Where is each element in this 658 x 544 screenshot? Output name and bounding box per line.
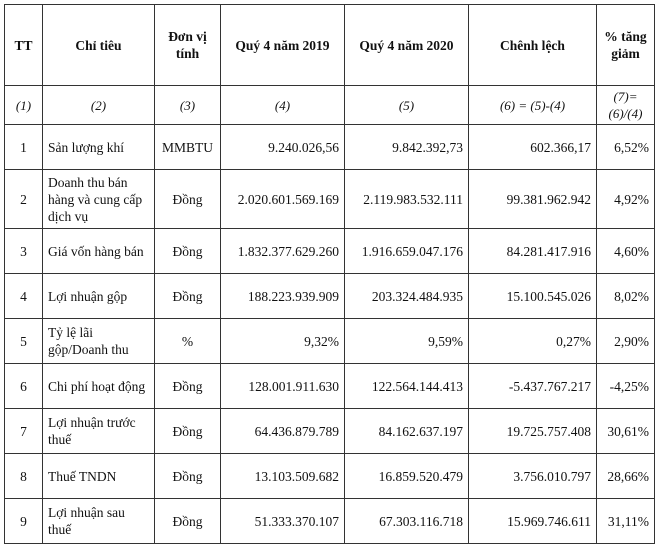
row-pct: 28,66% xyxy=(597,454,655,499)
row-tt: 1 xyxy=(5,125,43,170)
row-label-line: Lợi nhuận sau xyxy=(48,505,125,520)
row-chenh-lech: 602.366,17 xyxy=(469,125,597,170)
row-q4-2019: 51.333.370.107 xyxy=(221,499,345,544)
header-chi-tieu: Chỉ tiêu xyxy=(43,5,155,86)
row-unit: % xyxy=(155,319,221,364)
index-cell: (5) xyxy=(345,86,469,125)
row-q4-2019: 9,32% xyxy=(221,319,345,364)
header-chenh-lech: Chênh lệch xyxy=(469,5,597,86)
row-q4-2019: 13.103.509.682 xyxy=(221,454,345,499)
row-q4-2020: 203.324.484.935 xyxy=(345,274,469,319)
row-q4-2019: 128.001.911.630 xyxy=(221,364,345,409)
row-q4-2020: 9.842.392,73 xyxy=(345,125,469,170)
row-pct: 31,11% xyxy=(597,499,655,544)
row-pct: 4,92% xyxy=(597,170,655,229)
row-tt: 3 xyxy=(5,229,43,274)
row-pct: 8,02% xyxy=(597,274,655,319)
header-q4-2020: Quý 4 năm 2020 xyxy=(345,5,469,86)
row-q4-2019: 64.436.879.789 xyxy=(221,409,345,454)
row-label xyxy=(43,229,155,274)
row-chenh-lech: 15.100.545.026 xyxy=(469,274,597,319)
row-pct: 30,61% xyxy=(597,409,655,454)
header-tang-giam-line1: % tăng xyxy=(604,29,647,44)
row-label-line: dịch vụ xyxy=(48,208,89,224)
row-unit: MMBTU xyxy=(155,125,221,170)
row-label xyxy=(43,170,155,229)
row-tt: 6 xyxy=(5,364,43,409)
row-label-line: gộp/Doanh thu xyxy=(48,342,129,357)
row-q4-2020: 2.119.983.532.111 xyxy=(345,170,469,229)
row-tt: 8 xyxy=(5,454,43,499)
table-row xyxy=(5,229,655,274)
row-q4-2020: 9,59% xyxy=(345,319,469,364)
row-label xyxy=(43,319,155,364)
table-row xyxy=(5,125,655,170)
row-tt: 2 xyxy=(5,170,43,229)
index-cell: (3) xyxy=(155,86,221,125)
row-label-line: Lợi nhuận trước xyxy=(48,415,136,430)
row-label-line: Doanh thu bán xyxy=(48,174,128,190)
row-tt: 4 xyxy=(5,274,43,319)
row-label xyxy=(43,409,155,454)
row-pct: 6,52% xyxy=(597,125,655,170)
row-q4-2019: 9.240.026,56 xyxy=(221,125,345,170)
table-row xyxy=(5,454,655,499)
row-q4-2020: 67.303.116.718 xyxy=(345,499,469,544)
row-pct: 4,60% xyxy=(597,229,655,274)
header-q4-2019: Quý 4 năm 2019 xyxy=(221,5,345,86)
row-chenh-lech: 15.969.746.611 xyxy=(469,499,597,544)
row-label-line: Tỷ lệ lãi xyxy=(48,325,93,340)
financial-comparison-table xyxy=(4,4,655,544)
row-q4-2019: 188.223.939.909 xyxy=(221,274,345,319)
row-unit: Đồng xyxy=(155,409,221,454)
index-cell: (4) xyxy=(221,86,345,125)
table-row xyxy=(5,274,655,319)
row-label-line: Sản lượng khí xyxy=(48,139,124,155)
row-q4-2019: 1.832.377.629.260 xyxy=(221,229,345,274)
row-pct: -4,25% xyxy=(597,364,655,409)
row-label-line: Thuế TNDN xyxy=(48,468,117,484)
table-row xyxy=(5,364,655,409)
row-unit: Đồng xyxy=(155,229,221,274)
row-chenh-lech: 0,27% xyxy=(469,319,597,364)
row-q4-2020: 84.162.637.197 xyxy=(345,409,469,454)
header-tt: TT xyxy=(5,5,43,86)
index-row xyxy=(5,86,655,125)
row-unit: Đồng xyxy=(155,274,221,319)
table-row xyxy=(5,319,655,364)
row-chenh-lech: 84.281.417.916 xyxy=(469,229,597,274)
header-row xyxy=(5,5,655,86)
table-row xyxy=(5,170,655,229)
row-unit: Đồng xyxy=(155,454,221,499)
row-label xyxy=(43,125,155,170)
row-label-line: hàng và cung cấp xyxy=(48,191,143,207)
index-cell: (1) xyxy=(5,86,43,125)
row-pct: 2,90% xyxy=(597,319,655,364)
row-unit: Đồng xyxy=(155,170,221,229)
row-q4-2019: 2.020.601.569.169 xyxy=(221,170,345,229)
row-label-line: Chi phí hoạt động xyxy=(48,378,146,394)
row-label xyxy=(43,364,155,409)
report-table-container xyxy=(4,4,655,544)
index-cell: (7)=(6)/(4) xyxy=(597,86,655,125)
row-q4-2020: 122.564.144.413 xyxy=(345,364,469,409)
index-cell: (6) = (5)-(4) xyxy=(469,86,597,125)
row-q4-2020: 1.916.659.047.176 xyxy=(345,229,469,274)
table-row xyxy=(5,409,655,454)
row-q4-2020: 16.859.520.479 xyxy=(345,454,469,499)
header-don-vi xyxy=(155,5,221,86)
row-label-line: thuế xyxy=(48,432,72,447)
header-don-vi-line2: tính xyxy=(175,46,200,61)
row-chenh-lech: -5.437.767.217 xyxy=(469,364,597,409)
row-tt: 5 xyxy=(5,319,43,364)
row-label-line: thuế xyxy=(48,522,72,537)
row-chenh-lech: 19.725.757.408 xyxy=(469,409,597,454)
row-chenh-lech: 3.756.010.797 xyxy=(469,454,597,499)
row-chenh-lech: 99.381.962.942 xyxy=(469,170,597,229)
row-label xyxy=(43,454,155,499)
header-don-vi-line1: Đơn vị xyxy=(168,29,207,44)
row-unit: Đồng xyxy=(155,499,221,544)
header-tang-giam xyxy=(597,5,655,86)
row-tt: 9 xyxy=(5,499,43,544)
index-cell: (2) xyxy=(43,86,155,125)
row-label-line: Lợi nhuận gộp xyxy=(48,288,128,304)
row-label-line: Giá vốn hàng bán xyxy=(48,243,144,259)
row-label xyxy=(43,274,155,319)
header-tang-giam-line2: giảm xyxy=(611,46,640,61)
row-unit: Đồng xyxy=(155,364,221,409)
row-tt: 7 xyxy=(5,409,43,454)
